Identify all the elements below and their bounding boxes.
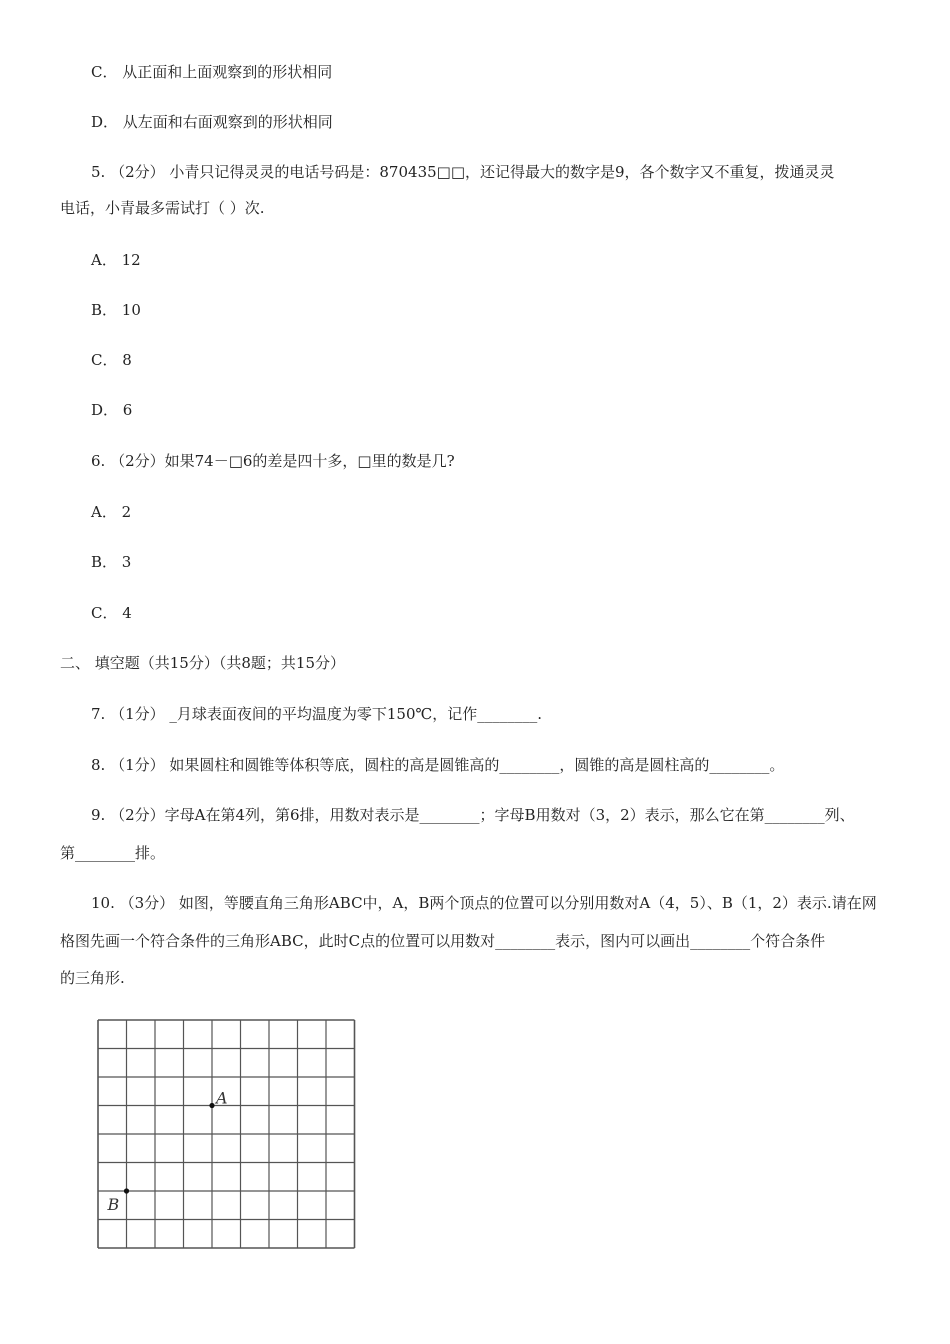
option-d-q4: D． 从左面和右面观察到的形状相同 [91, 113, 333, 131]
option-c-q6: C． 4 [91, 604, 132, 622]
point-b-label: B [107, 1195, 120, 1214]
option-a-q6: A． 2 [91, 503, 132, 521]
point-a-dot [209, 1103, 214, 1108]
question-5-line1: 5. （2分） 小青只记得灵灵的电话号码是：870435□□，还记得最大的数字是9，各个数字又不重复，拨通灵灵 [91, 163, 835, 181]
option-c-q5: C． 8 [91, 351, 132, 369]
section-2-heading: 二、 填空题（共15分）（共8题；共15分） [60, 654, 345, 672]
option-b-q5: B． 10 [91, 301, 141, 319]
question-9-line1: 9. （2分）字母A在第4列，第6排，用数对表示是________；字母B用数对（3，2）表示，那么它在第________列、 [91, 806, 855, 824]
question-10-line3: 的三角形. [60, 969, 125, 987]
coordinate-grid [96, 1018, 356, 1250]
coordinate-grid-figure [96, 1018, 356, 1250]
question-10-line2: 格图先画一个符合条件的三角形ABC，此时C点的位置可以用数对________表示，图内可以画出________个符合条件 [60, 932, 826, 950]
question-5-line2: 电话，小青最多需试打（ ）次. [60, 199, 265, 217]
option-a-q5: A． 12 [91, 251, 141, 269]
question-10-line1: 10. （3分） 如图，等腰直角三角形ABC中，A，B两个顶点的位置可以分别用数对A（4，5）、B（1，2）表示.请在网 [91, 894, 877, 912]
point-b-dot [124, 1188, 129, 1193]
option-b-q6: B． 3 [91, 553, 132, 571]
question-7: 7. （1分） _月球表面夜间的平均温度为零下150℃，记作________. [91, 705, 543, 723]
question-6: 6. （2分）如果74－□6的差是四十多，□里的数是几? [91, 452, 455, 470]
question-8: 8. （1分） 如果圆柱和圆锥等体积等底，圆柱的高是圆锥高的________，圆锥的高是圆柱高的________。 [91, 756, 785, 774]
point-a-label: A [216, 1088, 228, 1108]
question-9-line2: 第________排。 [60, 844, 166, 862]
option-d-q5: D． 6 [91, 401, 133, 419]
option-c-q4: C． 从正面和上面观察到的形状相同 [91, 63, 333, 81]
